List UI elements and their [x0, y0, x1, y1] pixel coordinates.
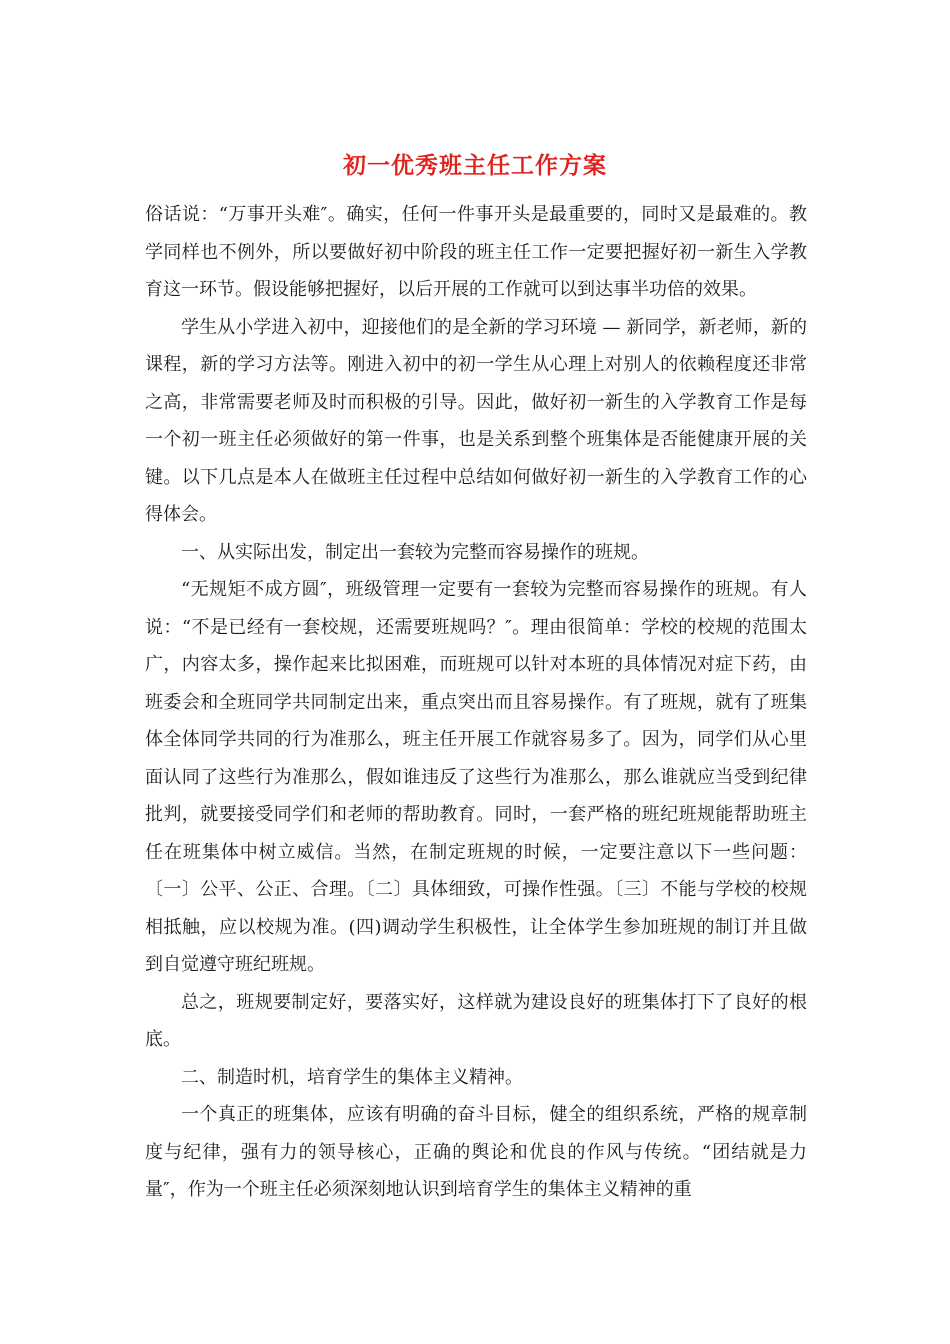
paragraph-intro: 俗话说：“万事开头难″。确实，任何一件事开头是最重要的，同时又是最难的。教学同样也不例外，所以要做好初中阶段的班主任工作一定要把握好初一新生入学教育这一环节。假设能够把握好，以后开展的工作就可以到达事半功倍的效果。: [145, 204, 807, 300]
document-body: [145, 196, 807, 1209]
section-heading-1: 一、从实际出发，制定出一套较为完整而容易操作的班规。: [181, 541, 649, 563]
document-title: 初一优秀班主任工作方案: [343, 152, 607, 179]
paragraph-collective-spirit: 一个真正的班集体，应该有明确的奋斗目标，健全的组织系统，严格的规章制度与纪律，强有力的领导核心，正确的舆论和优良的作风与传统。“团结就是力量″，作为一个班主任必须深刻地认识到培育学生的集体主义精神的重: [145, 1104, 807, 1200]
paragraph-summary: 总之，班规要制定好，要落实好，这样就为建设良好的班集体打下了良好的根底。: [145, 991, 807, 1050]
section-heading-2: 二、制造时机，培育学生的集体主义精神。: [181, 1066, 523, 1088]
paragraph-class-rules: “无规矩不成方圆″，班级管理一定要有一套较为完整而容易操作的班规。有人说：“不是已经有一套校规，还需要班规吗？″。理由很简单：学校的校规的范围太广，内容太多，操作起来比拟困难，而班规可以针对本班的具体情况对症下药，由班委会和全班同学共同制定出来，重点突出而且容易操作。有了班规，就有了班集体全体同学共同的行为准那么，班主任开展工作就容易多了。因为，同学们从心里面认同了这些行为准那么，假如谁违反了这些行为准那么，那么谁就应当受到纪律批判，就要接受同学们和老师的帮助教育。同时，一套严格的班纪班规能帮助班主任在班集体中树立威信。当然，在制定班规的时候，一定要注意以下一些问题：〔一〕公平、公正、合理。〔二〕具体细致，可操作性强。〔三〕不能与学校的校规相抵触，应以校规为准。(四)调动学生积极性，让全体学生参加班规的制订并且做到自觉遵守班纪班规。: [145, 579, 807, 975]
paragraph-transition: 学生从小学进入初中，迎接他们的是全新的学习环境 — 新同学，新老师，新的课程，新的学习方法等。刚进入初中的初一学生从心理上对别人的依赖程度还非常之高，非常需要老师及时而积极的引导。因此，做好初一新生的入学教育工作是每一个初一班主任必须做好的第一件事，也是关系到整个班集体是否能健康开展的关键。以下几点是本人在做班主任过程中总结如何做好初一新生的入学教育工作的心得体会。: [145, 316, 807, 525]
